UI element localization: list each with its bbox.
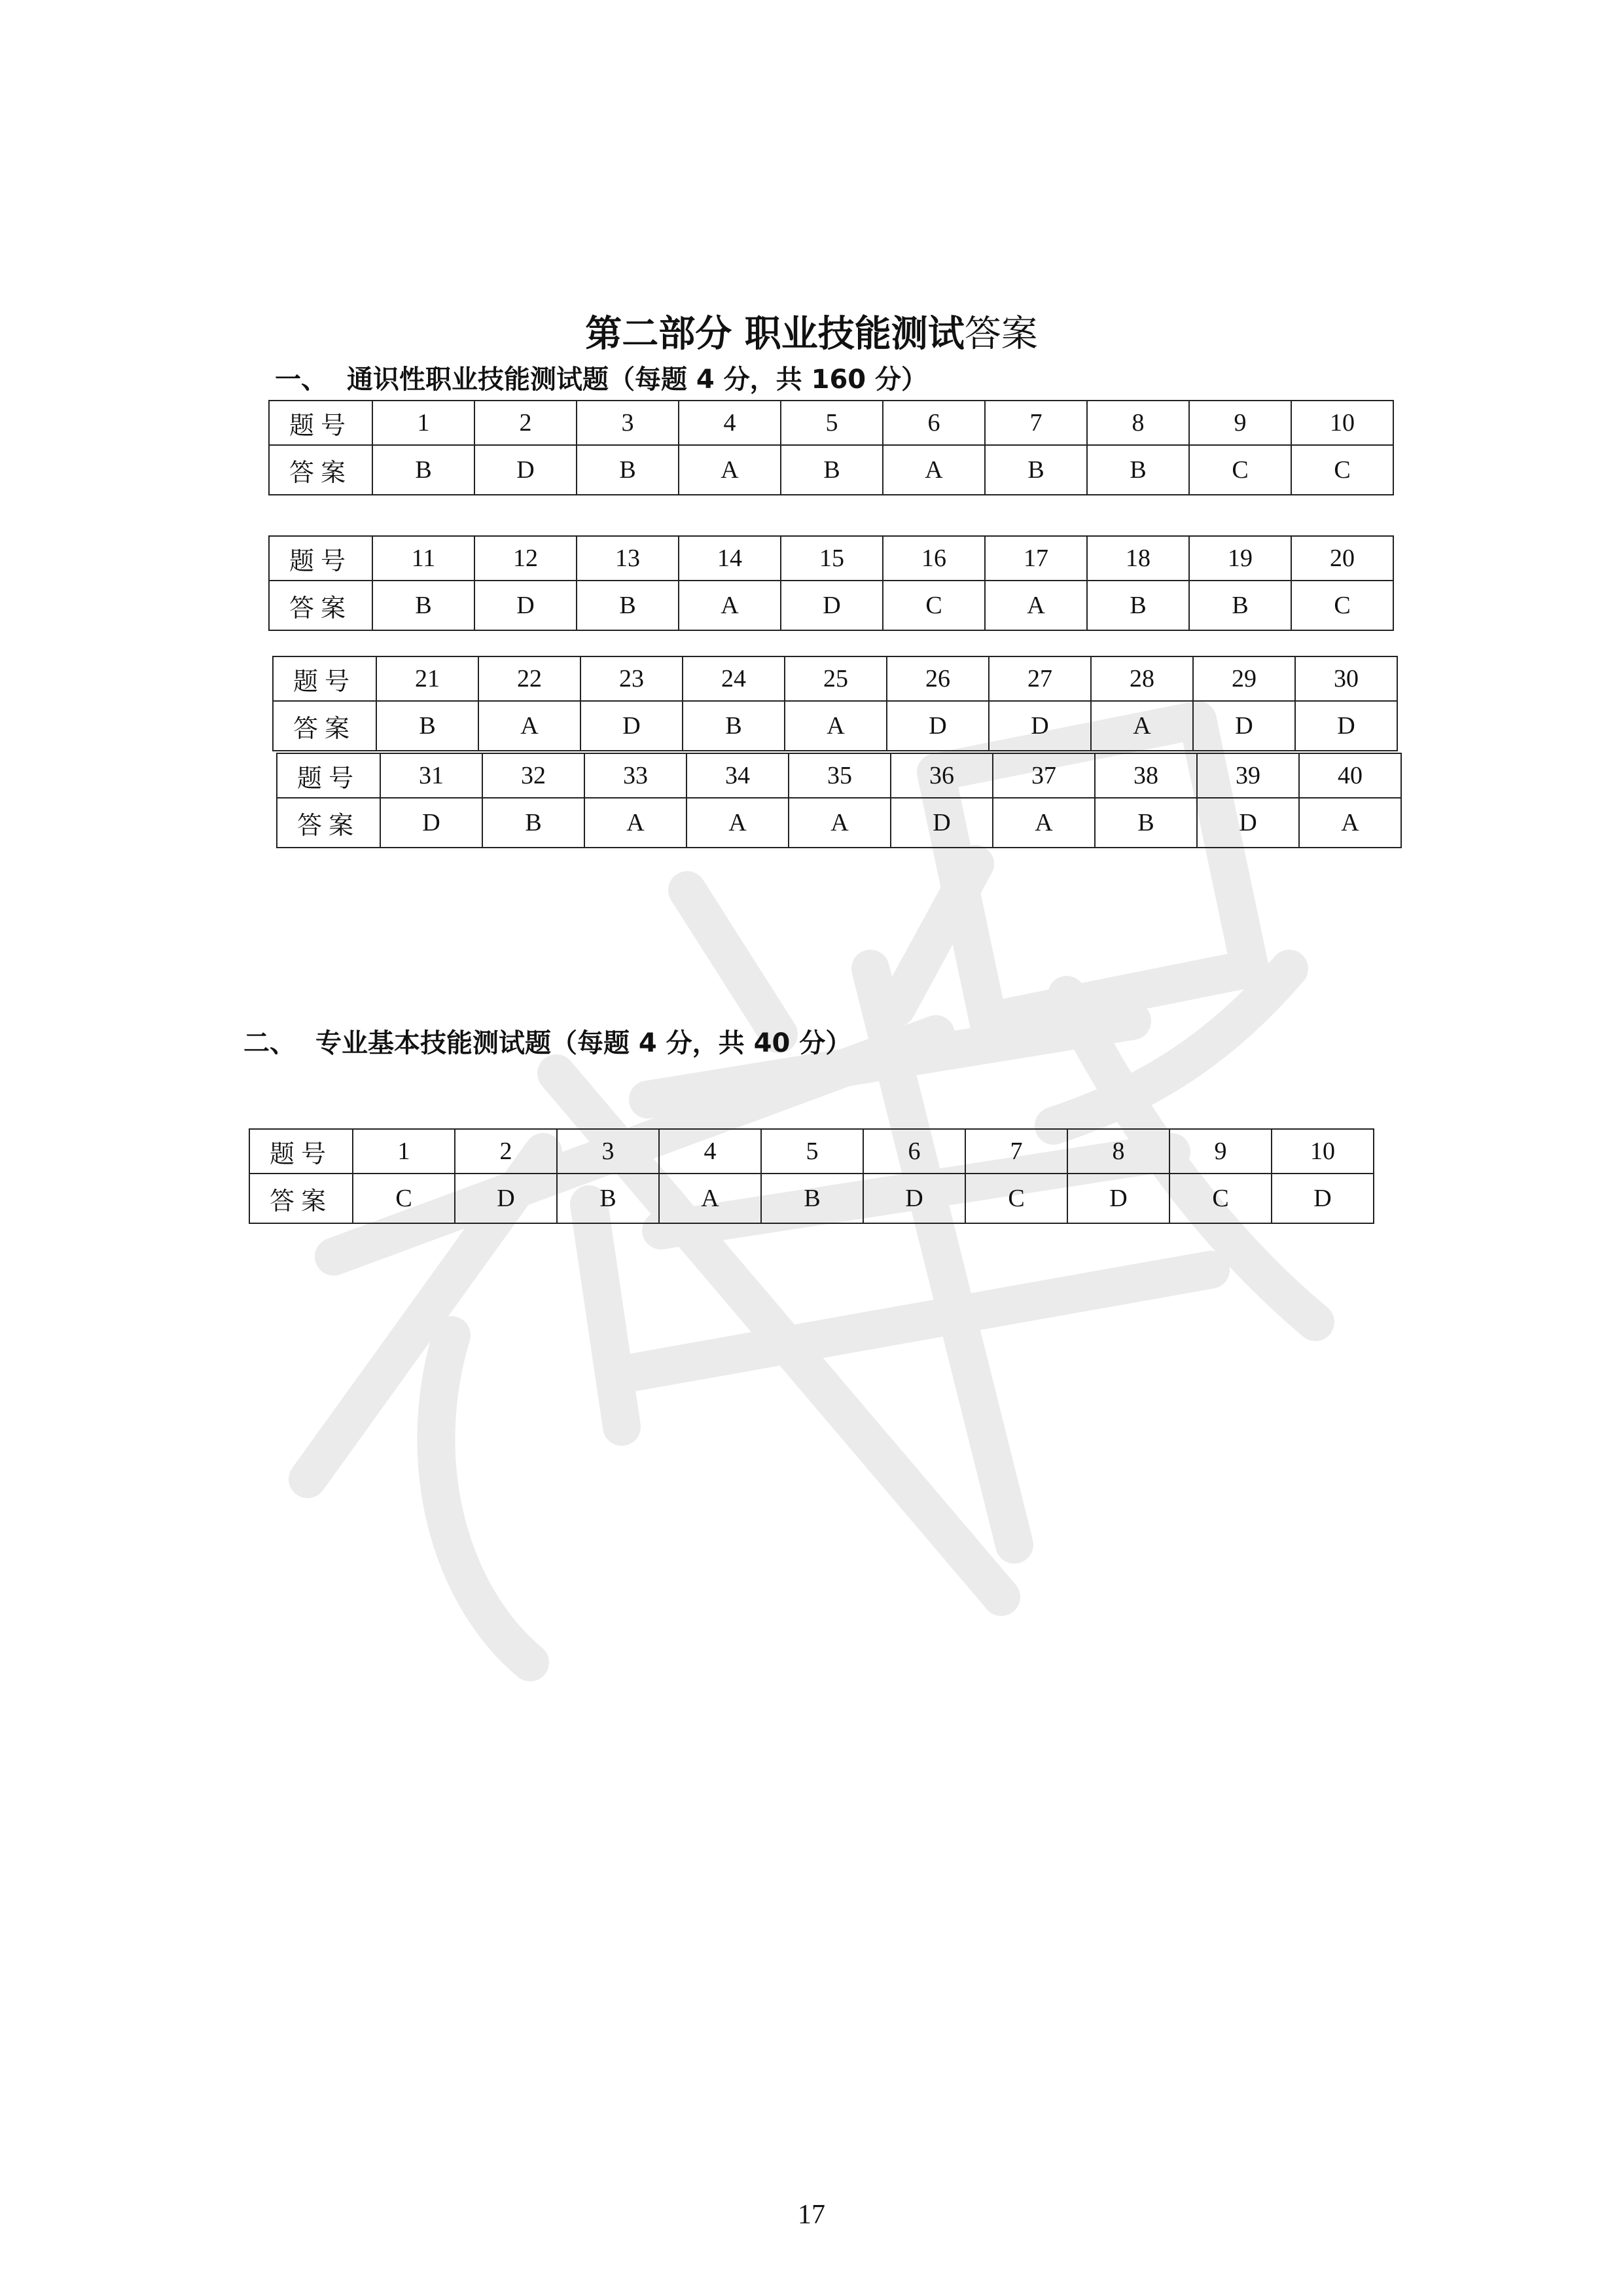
- answer-cell: A: [687, 798, 789, 848]
- answer-cell: C: [965, 1174, 1067, 1223]
- answer-cell: B: [482, 798, 584, 848]
- answer-table-2: [268, 535, 1394, 631]
- answer-cell: B: [372, 581, 474, 630]
- answer-row: [249, 1174, 1374, 1223]
- answer-cell: C: [353, 1174, 455, 1223]
- answer-cell: D: [1272, 1174, 1374, 1223]
- answer-cell: A: [1091, 701, 1193, 751]
- question-number: 24: [683, 656, 785, 701]
- question-number: 2: [474, 401, 577, 445]
- question-number: 15: [781, 536, 883, 581]
- answer-row: [273, 701, 1397, 751]
- answer-cell: C: [1291, 445, 1393, 495]
- question-number: 27: [989, 656, 1091, 701]
- question-number-row: [269, 401, 1393, 445]
- question-number: 3: [557, 1129, 659, 1174]
- answer-cell: B: [985, 445, 1087, 495]
- question-number: 21: [376, 656, 478, 701]
- question-number: 5: [781, 401, 883, 445]
- question-number: 39: [1197, 753, 1299, 798]
- answer-cell: A: [478, 701, 580, 751]
- question-number-row: [249, 1129, 1374, 1174]
- question-number: 26: [887, 656, 989, 701]
- answer-row: [269, 581, 1393, 630]
- question-number: 10: [1291, 401, 1393, 445]
- answer-row: [277, 798, 1401, 848]
- answer-label: 答案: [273, 701, 376, 751]
- answer-cell: C: [1291, 581, 1393, 630]
- question-label: 题号: [269, 536, 372, 581]
- question-number: 18: [1087, 536, 1189, 581]
- question-number: 17: [985, 536, 1087, 581]
- question-number: 7: [965, 1129, 1067, 1174]
- question-number: 32: [482, 753, 584, 798]
- answer-cell: D: [474, 581, 577, 630]
- section1-heading: [275, 361, 927, 398]
- question-number: 34: [687, 753, 789, 798]
- watermark-stroke: [687, 890, 779, 1034]
- section2-heading: [243, 1025, 851, 1062]
- answer-cell: C: [1169, 1174, 1272, 1223]
- answer-table-1: [268, 400, 1394, 495]
- answer-cell: D: [781, 581, 883, 630]
- answer-cell: A: [679, 581, 781, 630]
- page-title: [0, 308, 1623, 361]
- answer-table-3: [272, 656, 1398, 751]
- question-number: 8: [1087, 401, 1189, 445]
- question-number-row: [273, 656, 1397, 701]
- question-number: 9: [1189, 401, 1291, 445]
- watermark-stroke: [870, 969, 1014, 1545]
- answer-cell: D: [989, 701, 1091, 751]
- watermark-stroke: [1054, 969, 1289, 1126]
- answer-cell: D: [1295, 701, 1397, 751]
- answer-cell: D: [474, 445, 577, 495]
- section2-number: 二、: [243, 1028, 296, 1058]
- question-number: 40: [1299, 753, 1401, 798]
- question-label: 题号: [273, 656, 376, 701]
- watermark-stroke: [622, 1270, 1211, 1374]
- question-number: 22: [478, 656, 580, 701]
- section2-title: 专业基本技能测试题（每题 4 分，共 40 分）: [315, 1028, 852, 1058]
- watermark-stroke: [897, 864, 975, 1008]
- question-number: 4: [659, 1129, 761, 1174]
- answer-cell: A: [789, 798, 891, 848]
- answer-label: 答案: [269, 445, 372, 495]
- question-number: 35: [789, 753, 891, 798]
- answer-cell: D: [1197, 798, 1299, 848]
- question-number: 25: [785, 656, 887, 701]
- answer-label: 答案: [277, 798, 380, 848]
- question-number: 13: [577, 536, 679, 581]
- question-number: 9: [1169, 1129, 1272, 1174]
- answer-cell: B: [1095, 798, 1197, 848]
- answer-cell: C: [1189, 445, 1291, 495]
- answer-cell: D: [455, 1174, 557, 1223]
- answer-label: 答案: [269, 581, 372, 630]
- title-normal-part: 答案: [964, 313, 1038, 355]
- question-number: 5: [761, 1129, 863, 1174]
- answer-cell: B: [1189, 581, 1291, 630]
- question-number: 37: [993, 753, 1095, 798]
- question-number: 1: [372, 401, 474, 445]
- question-number: 3: [577, 401, 679, 445]
- question-number-row: [269, 536, 1393, 581]
- answer-cell: D: [1193, 701, 1295, 751]
- watermark-stroke: [436, 1335, 530, 1662]
- answer-cell: D: [887, 701, 989, 751]
- question-label: 题号: [277, 753, 380, 798]
- answer-cell: B: [372, 445, 474, 495]
- question-number: 2: [455, 1129, 557, 1174]
- answer-cell: B: [761, 1174, 863, 1223]
- question-number: 33: [584, 753, 687, 798]
- answer-row: [269, 445, 1393, 495]
- question-number: 20: [1291, 536, 1393, 581]
- question-number: 4: [679, 401, 781, 445]
- answer-cell: C: [883, 581, 985, 630]
- answer-cell: A: [584, 798, 687, 848]
- answer-cell: B: [1087, 445, 1189, 495]
- question-label: 题号: [249, 1129, 353, 1174]
- watermark-stroke: [589, 1204, 622, 1427]
- section1-number: 一、: [275, 365, 327, 395]
- question-number: 28: [1091, 656, 1193, 701]
- answer-cell: A: [679, 445, 781, 495]
- question-number: 36: [891, 753, 993, 798]
- question-number: 10: [1272, 1129, 1374, 1174]
- question-number: 31: [380, 753, 482, 798]
- title-bold-part: 第二部分 职业技能测试: [585, 312, 965, 355]
- answer-cell: D: [1067, 1174, 1169, 1223]
- section1-title: 通识性职业技能测试题（每题 4 分，共 160 分）: [347, 365, 928, 395]
- answer-cell: A: [883, 445, 985, 495]
- page-number: 17: [798, 2200, 825, 2230]
- question-number: 16: [883, 536, 985, 581]
- question-number: 19: [1189, 536, 1291, 581]
- question-number: 30: [1295, 656, 1397, 701]
- answer-cell: A: [985, 581, 1087, 630]
- answer-cell: A: [785, 701, 887, 751]
- answer-cell: B: [781, 445, 883, 495]
- answer-cell: B: [376, 701, 478, 751]
- question-number: 6: [863, 1129, 965, 1174]
- answer-cell: B: [557, 1174, 659, 1223]
- answer-cell: D: [580, 701, 683, 751]
- question-number: 29: [1193, 656, 1295, 701]
- answer-cell: B: [683, 701, 785, 751]
- question-number: 7: [985, 401, 1087, 445]
- answer-cell: B: [577, 581, 679, 630]
- answer-label: 答案: [249, 1174, 353, 1223]
- question-number-row: [277, 753, 1401, 798]
- answer-table-4: [276, 753, 1402, 848]
- question-number: 38: [1095, 753, 1197, 798]
- question-number: 23: [580, 656, 683, 701]
- question-number: 6: [883, 401, 985, 445]
- answer-cell: A: [659, 1174, 761, 1223]
- answer-table-5: [249, 1128, 1374, 1224]
- question-number: 12: [474, 536, 577, 581]
- question-label: 题号: [269, 401, 372, 445]
- answer-cell: D: [863, 1174, 965, 1223]
- answer-cell: B: [1087, 581, 1189, 630]
- question-number: 14: [679, 536, 781, 581]
- question-number: 8: [1067, 1129, 1169, 1174]
- question-number: 11: [372, 536, 474, 581]
- answer-cell: D: [891, 798, 993, 848]
- answer-cell: A: [993, 798, 1095, 848]
- answer-cell: A: [1299, 798, 1401, 848]
- answer-cell: B: [577, 445, 679, 495]
- question-number: 1: [353, 1129, 455, 1174]
- answer-cell: D: [380, 798, 482, 848]
